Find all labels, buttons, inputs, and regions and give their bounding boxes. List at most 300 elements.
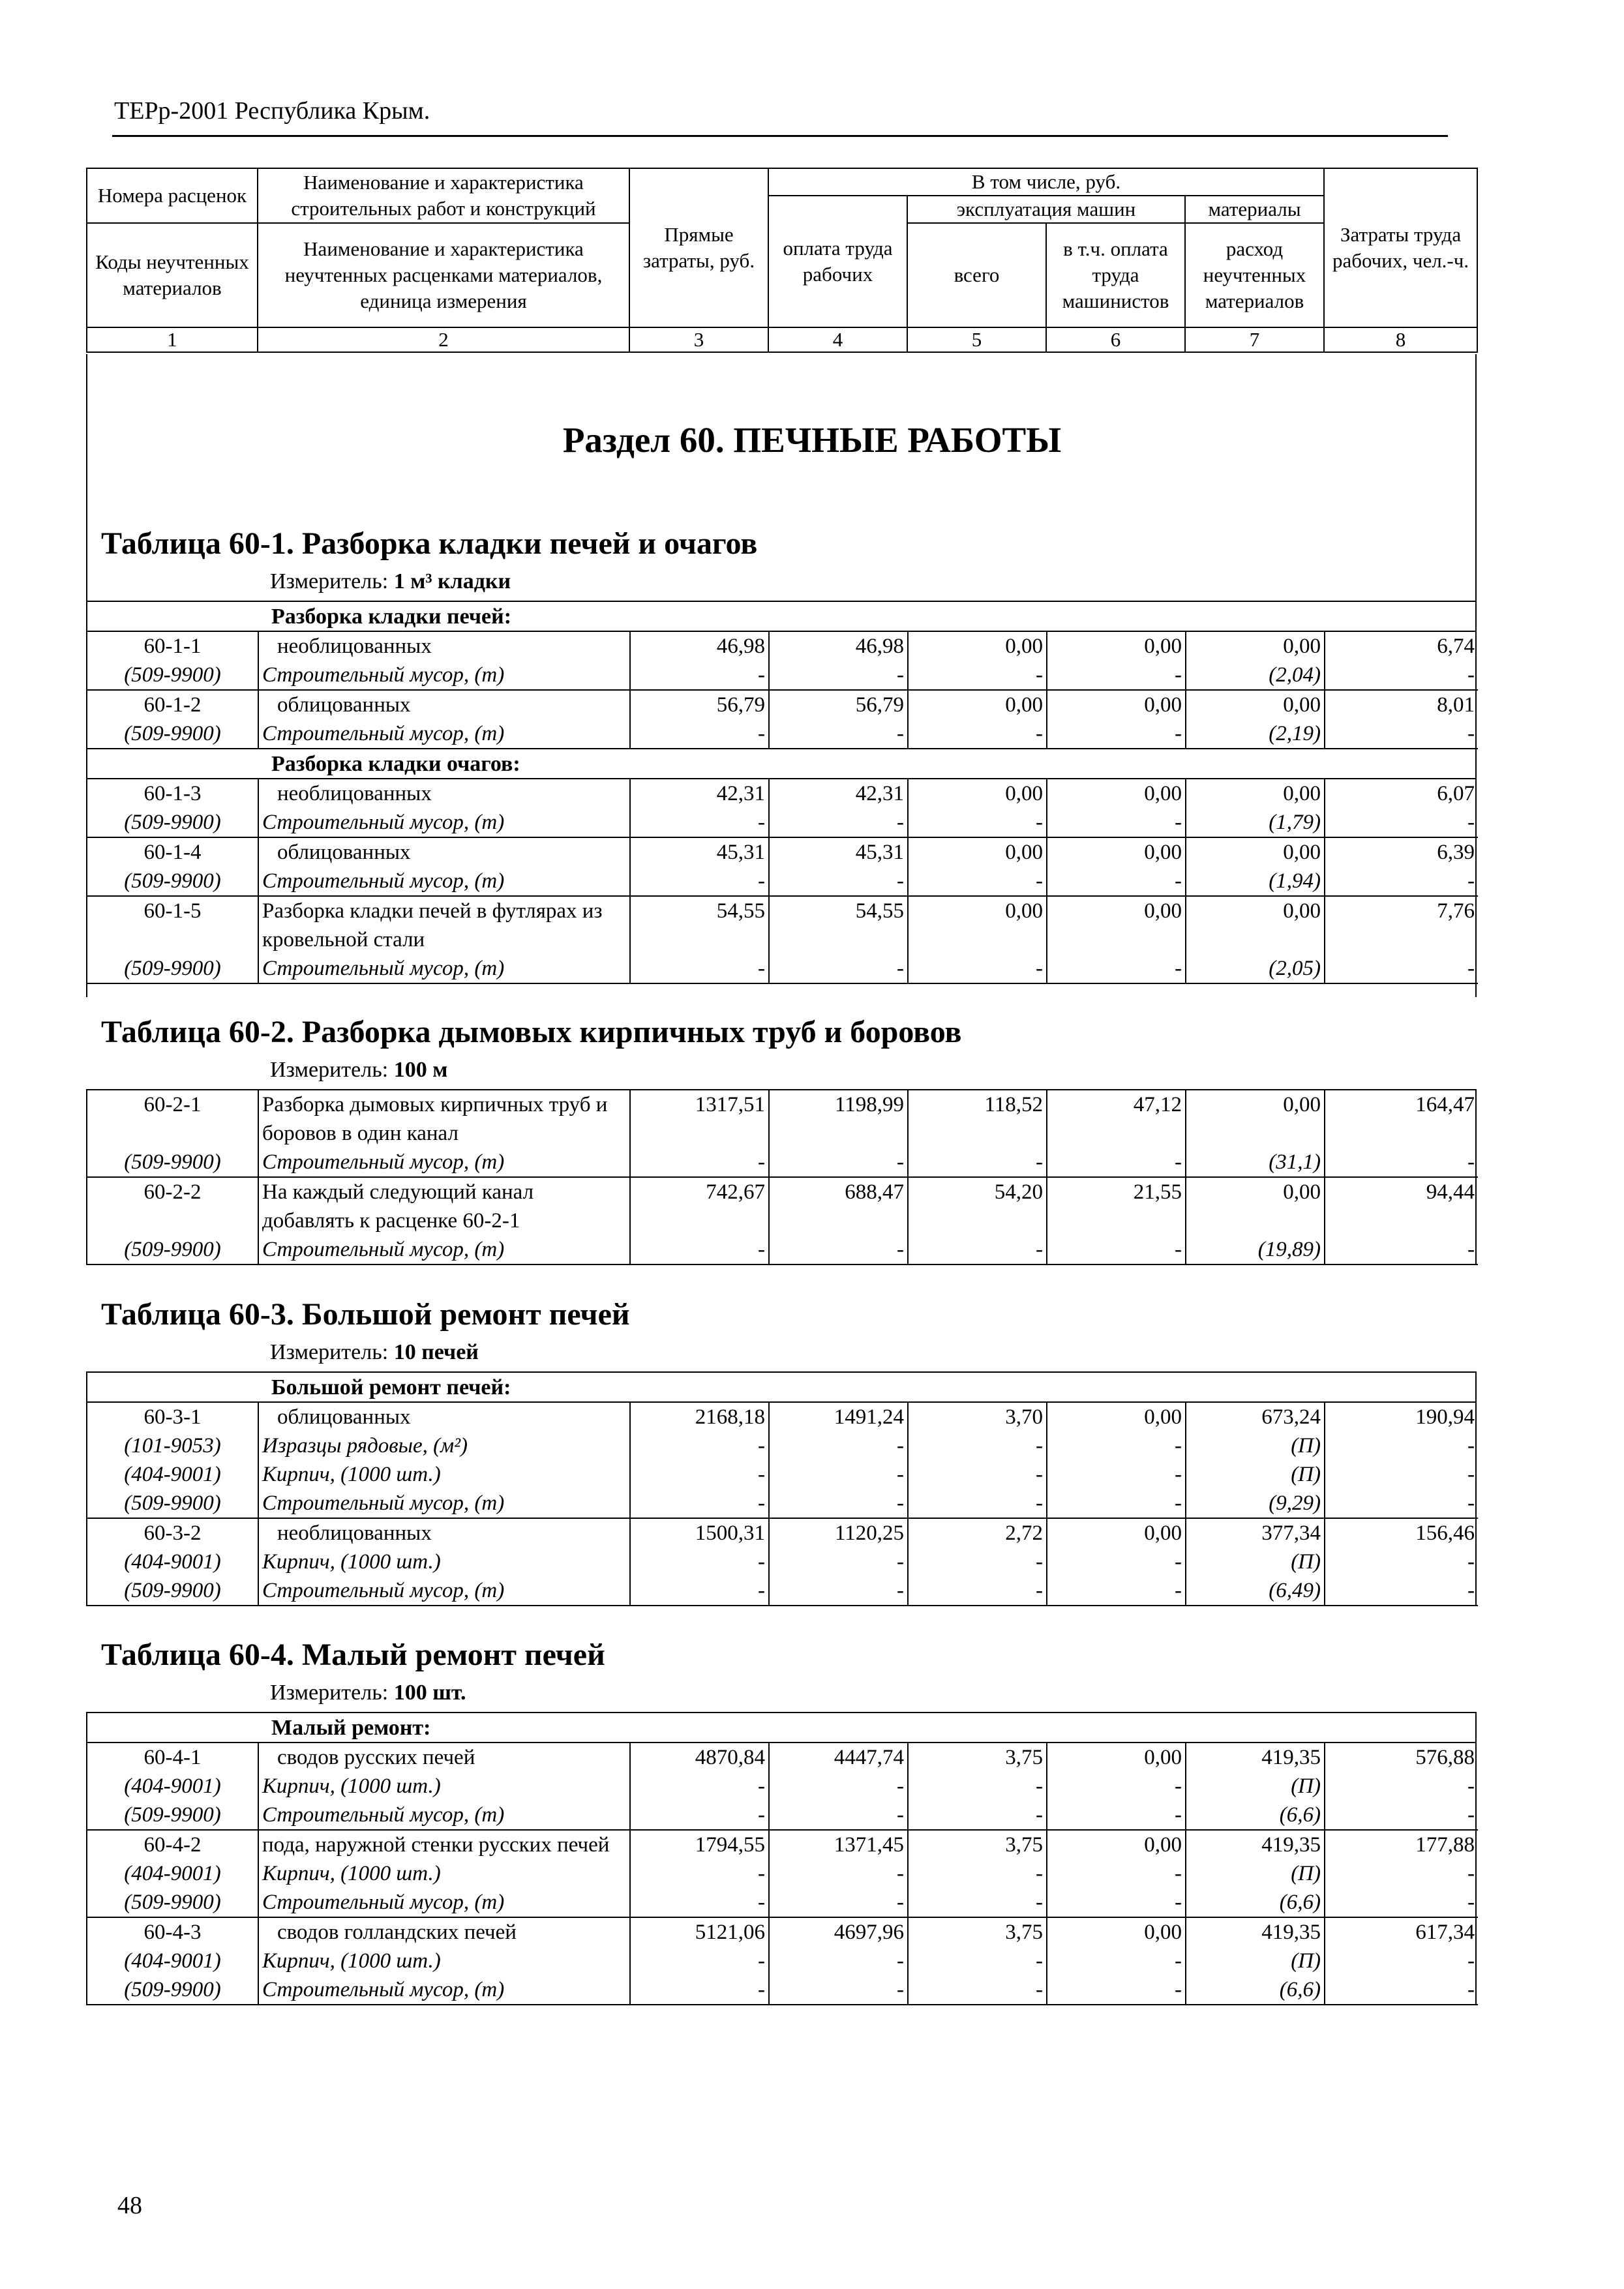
value-cell: 56,79: [769, 690, 908, 719]
value-cell: -: [1325, 954, 1478, 983]
value-cell: -: [908, 1235, 1047, 1264]
header-rule: [112, 135, 1448, 137]
data-block: [86, 1089, 1477, 1265]
value-cell: (6,6): [1186, 1801, 1325, 1830]
value-cell: 47,12: [1047, 1090, 1186, 1148]
value-cell: -: [630, 1888, 769, 1917]
value-cell: -: [630, 1148, 769, 1177]
material-code: (404-9001): [87, 1859, 258, 1888]
material-name: Строительный мусор, (т): [258, 1235, 630, 1264]
value-cell: 2,72: [908, 1518, 1047, 1548]
value-cell: -: [1047, 1235, 1186, 1264]
value-cell: -: [630, 1548, 769, 1576]
group-subheader: Малый ремонт:: [87, 1713, 1475, 1743]
value-cell: 0,00: [1186, 896, 1325, 954]
material-row: [87, 1460, 1478, 1489]
value-cell: (П): [1186, 1859, 1325, 1888]
measure-label: Измеритель:: [270, 1340, 389, 1364]
value-cell: -: [908, 719, 1047, 749]
work-name: На каждый следующий канал добавлять к расценке 60-2-1: [258, 1177, 630, 1235]
value-cell: -: [1047, 808, 1186, 837]
value-cell: -: [769, 867, 908, 896]
value-cell: -: [1047, 954, 1186, 983]
value-cell: (П): [1186, 1947, 1325, 1975]
value-cell: -: [769, 954, 908, 983]
value-cell: 54,55: [630, 896, 769, 954]
value-cell: -: [630, 1489, 769, 1518]
table-measure: [270, 1340, 479, 1365]
material-code: (509-9900): [87, 1888, 258, 1917]
value-cell: -: [769, 719, 908, 749]
rates-table: [87, 632, 1478, 749]
value-cell: -: [1325, 661, 1478, 690]
material-row: [87, 1859, 1478, 1888]
value-cell: 0,00: [1186, 779, 1325, 808]
value-cell: 45,31: [769, 837, 908, 867]
value-cell: -: [769, 1548, 908, 1576]
value-cell: -: [630, 1859, 769, 1888]
value-cell: -: [769, 808, 908, 837]
header-c1-top: Номера расценок: [87, 168, 258, 223]
group-subheader: Разборка кладки очагов:: [87, 749, 1475, 779]
value-cell: (П): [1186, 1772, 1325, 1801]
rate-code: 60-3-2: [87, 1518, 258, 1548]
measure-unit: 100 м: [393, 1058, 448, 1082]
value-cell: 1794,55: [630, 1830, 769, 1859]
value-cell: -: [908, 1772, 1047, 1801]
material-code: (404-9001): [87, 1947, 258, 1975]
value-cell: 3,70: [908, 1403, 1047, 1431]
value-cell: 4697,96: [769, 1917, 908, 1947]
table-measure: [270, 1058, 447, 1083]
col-number: 8: [1324, 327, 1477, 352]
material-row: [87, 1548, 1478, 1576]
material-row: [87, 1888, 1478, 1917]
material-code: (509-9900): [87, 1235, 258, 1264]
header-materials-unaccounted: расход неучтенных материалов: [1185, 223, 1324, 327]
material-code: (509-9900): [87, 1576, 258, 1606]
material-row: [87, 1801, 1478, 1830]
value-cell: (П): [1186, 1460, 1325, 1489]
value-cell: -: [908, 867, 1047, 896]
value-cell: 1120,25: [769, 1518, 908, 1548]
value-cell: (6,6): [1186, 1975, 1325, 2005]
value-cell: 56,79: [630, 690, 769, 719]
table-title: Таблица 60-1. Разборка кладки печей и очагов: [101, 526, 758, 561]
material-code: (404-9001): [87, 1772, 258, 1801]
material-name: Кирпич, (1000 шт.): [258, 1859, 630, 1888]
value-cell: -: [769, 1772, 908, 1801]
value-cell: -: [1467, 1434, 1475, 1458]
header-machines-total: всего: [907, 223, 1046, 327]
material-name: Кирпич, (1000 шт.): [258, 1460, 630, 1489]
value-cell: 3,75: [908, 1830, 1047, 1859]
work-name: облицованных: [258, 1403, 630, 1431]
header-c2-top: Наименование и характеристика строительных работ и конструкций: [258, 168, 629, 223]
rate-row: [87, 1743, 1478, 1772]
value-cell: -: [769, 1148, 908, 1177]
value-cell: (31,1): [1186, 1148, 1325, 1177]
rates-table: [87, 1743, 1478, 2005]
value-cell: 94,44: [1426, 1180, 1475, 1204]
value-cell: -: [1325, 1801, 1478, 1830]
material-row: [87, 954, 1478, 983]
header-in-total: В том числе, руб.: [768, 168, 1324, 196]
data-block: [86, 601, 1477, 984]
material-name: Строительный мусор, (т): [258, 1148, 630, 1177]
value-cell: -: [1467, 1774, 1475, 1798]
rate-row: [87, 1403, 1478, 1431]
value-cell: 45,31: [630, 837, 769, 867]
material-name: Изразцы рядовые, (м²): [258, 1431, 630, 1460]
value-cell: -: [769, 661, 908, 690]
value-cell: -: [630, 1431, 769, 1460]
value-cell: 2168,18: [630, 1403, 769, 1431]
rate-row: [87, 896, 1478, 954]
header-machines: эксплуатация машин: [907, 196, 1185, 223]
value-cell: -: [1047, 1460, 1186, 1489]
value-cell: 6,07: [1437, 782, 1475, 805]
value-cell: -: [769, 1431, 908, 1460]
value-cell: 419,35: [1186, 1743, 1325, 1772]
table-title: Таблица 60-4. Малый ремонт печей: [101, 1638, 605, 1672]
table-title: Таблица 60-2. Разборка дымовых кирпичных труб и боровов: [101, 1015, 962, 1049]
material-name: Строительный мусор, (т): [258, 808, 630, 837]
value-cell: -: [908, 1548, 1047, 1576]
work-name: необлицованных: [258, 632, 630, 661]
value-cell: 42,31: [630, 779, 769, 808]
rate-row: [87, 1917, 1478, 1947]
rate-code: 60-1-3: [87, 779, 258, 808]
value-cell: -: [630, 1576, 769, 1606]
value-cell: -: [630, 661, 769, 690]
work-name: сводов голландских печей: [258, 1917, 630, 1947]
value-cell: (1,79): [1186, 808, 1325, 837]
value-cell: -: [908, 1947, 1047, 1975]
material-code: (509-9900): [87, 661, 258, 690]
value-cell: -: [630, 1460, 769, 1489]
material-name: Строительный мусор, (т): [258, 661, 630, 690]
value-cell: -: [908, 954, 1047, 983]
header-c3: Прямые затраты, руб.: [629, 168, 768, 327]
col-number: 3: [629, 327, 768, 352]
value-cell: -: [1047, 867, 1186, 896]
table-measure: [270, 1681, 466, 1705]
material-row: [87, 1772, 1478, 1801]
value-cell: -: [1047, 1772, 1186, 1801]
work-name: сводов русских печей: [258, 1743, 630, 1772]
material-code: (509-9900): [87, 867, 258, 896]
value-cell: (9,29): [1186, 1489, 1325, 1518]
value-cell: 42,31: [769, 779, 908, 808]
value-cell: -: [769, 1235, 908, 1264]
value-cell: -: [1467, 1949, 1475, 1973]
value-cell: 156,46: [1415, 1521, 1475, 1545]
rate-code: 60-4-1: [87, 1743, 258, 1772]
material-code: (509-9900): [87, 1975, 258, 2005]
value-cell: 5121,06: [630, 1917, 769, 1947]
value-cell: (19,89): [1186, 1235, 1325, 1264]
value-cell: -: [908, 1888, 1047, 1917]
measure-label: Измеритель:: [270, 1681, 389, 1705]
value-cell: (П): [1186, 1431, 1325, 1460]
value-cell: (1,94): [1186, 867, 1325, 896]
value-cell: 46,98: [769, 632, 908, 661]
work-name: необлицованных: [258, 779, 630, 808]
material-code: (509-9900): [87, 1148, 258, 1177]
rate-code: 60-1-1: [87, 632, 258, 661]
value-cell: 0,00: [1047, 779, 1186, 808]
value-cell: -: [1325, 1576, 1478, 1606]
value-cell: 4447,74: [769, 1743, 908, 1772]
rates-table: [87, 1090, 1478, 1265]
material-name: Строительный мусор, (т): [258, 719, 630, 749]
value-cell: (2,04): [1186, 661, 1325, 690]
rates-table: [87, 779, 1478, 984]
value-cell: -: [630, 1975, 769, 2005]
value-cell: -: [769, 1576, 908, 1606]
page-number: 48: [117, 2192, 142, 2219]
value-cell: -: [908, 661, 1047, 690]
value-cell: 0,00: [1186, 632, 1325, 661]
rate-code: 60-2-1: [87, 1090, 258, 1148]
material-row: [87, 1431, 1478, 1460]
value-cell: (6,49): [1186, 1576, 1325, 1606]
value-cell: 0,00: [1047, 896, 1186, 954]
value-cell: 0,00: [908, 779, 1047, 808]
col-number: 7: [1185, 327, 1324, 352]
value-cell: -: [769, 1801, 908, 1830]
value-cell: 419,35: [1186, 1917, 1325, 1947]
value-cell: 21,55: [1047, 1177, 1186, 1235]
value-cell: -: [1467, 1463, 1475, 1486]
value-cell: 1317,51: [630, 1090, 769, 1148]
value-cell: -: [630, 1235, 769, 1264]
value-cell: -: [1047, 1859, 1186, 1888]
value-cell: 6,39: [1437, 841, 1475, 864]
rate-row: [87, 779, 1478, 808]
measure-unit: 1 м³ кладки: [393, 569, 511, 593]
value-cell: 0,00: [1047, 837, 1186, 867]
material-row: [87, 719, 1478, 749]
group-subheader: Разборка кладки печей:: [87, 602, 1475, 632]
value-cell: -: [1325, 808, 1478, 837]
material-name: Строительный мусор, (т): [258, 1576, 630, 1606]
value-cell: -: [1325, 1975, 1478, 2005]
material-name: Кирпич, (1000 шт.): [258, 1548, 630, 1576]
col-number: 5: [907, 327, 1046, 352]
header-c2-bottom: Наименование и характеристика неучтенных расценками материалов, единица измерения: [258, 223, 629, 327]
value-cell: 3,75: [908, 1743, 1047, 1772]
value-cell: 1491,24: [769, 1403, 908, 1431]
rate-code: 60-1-5: [87, 896, 258, 954]
value-cell: -: [908, 1801, 1047, 1830]
material-code: (509-9900): [87, 1489, 258, 1518]
col-number: 6: [1046, 327, 1185, 352]
column-header-table: [86, 168, 1478, 353]
rate-row: [87, 1177, 1478, 1235]
value-cell: 0,00: [908, 837, 1047, 867]
value-cell: 4870,84: [630, 1743, 769, 1772]
value-cell: -: [1047, 1975, 1186, 2005]
header-labor-cost: Затраты труда рабочих, чел.-ч.: [1324, 168, 1477, 327]
value-cell: (2,19): [1186, 719, 1325, 749]
value-cell: 0,00: [1186, 1177, 1325, 1235]
work-name: облицованных: [258, 837, 630, 867]
material-row: [87, 1148, 1478, 1177]
value-cell: -: [769, 1859, 908, 1888]
table-measure: [270, 569, 511, 594]
rate-row: [87, 1090, 1478, 1148]
value-cell: -: [908, 1489, 1047, 1518]
header-machinists-pay: в т.ч. оплата труда машинистов: [1046, 223, 1185, 327]
value-cell: -: [1047, 1576, 1186, 1606]
value-cell: 118,52: [908, 1090, 1047, 1148]
work-name: облицованных: [258, 690, 630, 719]
material-code: (509-9900): [87, 719, 258, 749]
value-cell: 1371,45: [769, 1830, 908, 1859]
value-cell: -: [1047, 1548, 1186, 1576]
work-name: пода, наружной стенки русских печей: [258, 1830, 630, 1859]
value-cell: -: [1325, 867, 1478, 896]
value-cell: 0,00: [908, 632, 1047, 661]
value-cell: -: [1047, 1489, 1186, 1518]
value-cell: 742,67: [630, 1177, 769, 1235]
material-code: (509-9900): [87, 1801, 258, 1830]
rate-code: 60-2-2: [87, 1177, 258, 1235]
value-cell: -: [1325, 1888, 1478, 1917]
value-cell: 617,34: [1415, 1921, 1475, 1944]
rate-code: 60-1-2: [87, 690, 258, 719]
rate-code: 60-1-4: [87, 837, 258, 867]
value-cell: -: [908, 1431, 1047, 1460]
material-code: (404-9001): [87, 1548, 258, 1576]
material-row: [87, 1235, 1478, 1264]
material-name: Строительный мусор, (т): [258, 1888, 630, 1917]
value-cell: -: [1047, 1947, 1186, 1975]
value-cell: 177,88: [1415, 1833, 1475, 1857]
work-name: Разборка кладки печей в футлярах из кровельной стали: [258, 896, 630, 954]
value-cell: -: [908, 808, 1047, 837]
value-cell: 0,00: [1047, 1743, 1186, 1772]
rate-code: 60-4-2: [87, 1830, 258, 1859]
value-cell: -: [1467, 1550, 1475, 1574]
value-cell: 190,94: [1415, 1405, 1475, 1429]
rate-row: [87, 1518, 1478, 1548]
value-cell: 0,00: [908, 896, 1047, 954]
value-cell: 0,00: [1047, 1518, 1186, 1548]
value-cell: -: [630, 719, 769, 749]
value-cell: -: [769, 1947, 908, 1975]
value-cell: -: [908, 1148, 1047, 1177]
col-number: 2: [258, 327, 629, 352]
measure-label: Измеритель:: [270, 1058, 389, 1082]
material-name: Строительный мусор, (т): [258, 954, 630, 983]
section-title: Раздел 60. ПЕЧНЫЕ РАБОТЫ: [562, 420, 1062, 460]
value-cell: 0,00: [1047, 690, 1186, 719]
value-cell: -: [1047, 1431, 1186, 1460]
value-cell: 0,00: [1047, 1830, 1186, 1859]
value-cell: -: [630, 1801, 769, 1830]
value-cell: 377,34: [1186, 1518, 1325, 1548]
material-code: (101-9053): [87, 1431, 258, 1460]
value-cell: 8,01: [1437, 693, 1475, 717]
value-cell: 7,76: [1437, 899, 1475, 923]
value-cell: -: [769, 1975, 908, 2005]
material-name: Строительный мусор, (т): [258, 1801, 630, 1830]
value-cell: 6,74: [1437, 635, 1475, 658]
material-row: [87, 1975, 1478, 2005]
header-materials: материалы: [1185, 196, 1324, 223]
value-cell: 0,00: [1047, 1917, 1186, 1947]
material-name: Строительный мусор, (т): [258, 1975, 630, 2005]
value-cell: 0,00: [1047, 1403, 1186, 1431]
work-name: Разборка дымовых кирпичных труб и боровов в один канал: [258, 1090, 630, 1148]
value-cell: 688,47: [769, 1177, 908, 1235]
rate-code: 60-3-1: [87, 1403, 258, 1431]
value-cell: 1500,31: [630, 1518, 769, 1548]
value-cell: 0,00: [1186, 1090, 1325, 1148]
rate-row: [87, 1830, 1478, 1859]
value-cell: 0,00: [1186, 690, 1325, 719]
measure-unit: 100 шт.: [393, 1681, 466, 1705]
data-block: [86, 1371, 1477, 1606]
material-name: Кирпич, (1000 шт.): [258, 1772, 630, 1801]
value-cell: -: [1047, 1148, 1186, 1177]
value-cell: (П): [1186, 1548, 1325, 1576]
value-cell: 3,75: [908, 1917, 1047, 1947]
value-cell: 46,98: [630, 632, 769, 661]
value-cell: 164,47: [1415, 1093, 1475, 1116]
material-name: Строительный мусор, (т): [258, 1489, 630, 1518]
material-name: Кирпич, (1000 шт.): [258, 1947, 630, 1975]
value-cell: -: [1047, 661, 1186, 690]
rates-table: [87, 1403, 1478, 1606]
measure-unit: 10 печей: [393, 1340, 479, 1364]
running-head: ТЕРр-2001 Республика Крым.: [114, 97, 430, 125]
value-cell: -: [1325, 719, 1478, 749]
material-row: [87, 1947, 1478, 1975]
group-subheader: Большой ремонт печей:: [87, 1373, 1475, 1403]
value-cell: -: [769, 1888, 908, 1917]
value-cell: -: [908, 1975, 1047, 2005]
value-cell: 1198,99: [769, 1090, 908, 1148]
rate-code: 60-4-3: [87, 1917, 258, 1947]
value-cell: 0,00: [1047, 632, 1186, 661]
header-c1-bottom: Коды неучтенных материалов: [87, 223, 258, 327]
value-cell: -: [630, 954, 769, 983]
value-cell: -: [630, 867, 769, 896]
value-cell: 0,00: [908, 690, 1047, 719]
material-code: (509-9900): [87, 954, 258, 983]
value-cell: 576,88: [1415, 1746, 1475, 1769]
value-cell: -: [630, 808, 769, 837]
value-cell: -: [908, 1576, 1047, 1606]
material-row: [87, 1576, 1478, 1606]
rate-row: [87, 690, 1478, 719]
value-cell: (2,05): [1186, 954, 1325, 983]
header-labor-pay: оплата труда рабочих: [768, 196, 907, 327]
measure-label: Измеритель:: [270, 569, 389, 593]
rate-row: [87, 837, 1478, 867]
value-cell: -: [1325, 1489, 1478, 1518]
rate-row: [87, 632, 1478, 661]
material-row: [87, 661, 1478, 690]
value-cell: -: [1325, 1148, 1478, 1177]
value-cell: -: [1047, 719, 1186, 749]
value-cell: -: [1047, 1888, 1186, 1917]
value-cell: 54,20: [908, 1177, 1047, 1235]
